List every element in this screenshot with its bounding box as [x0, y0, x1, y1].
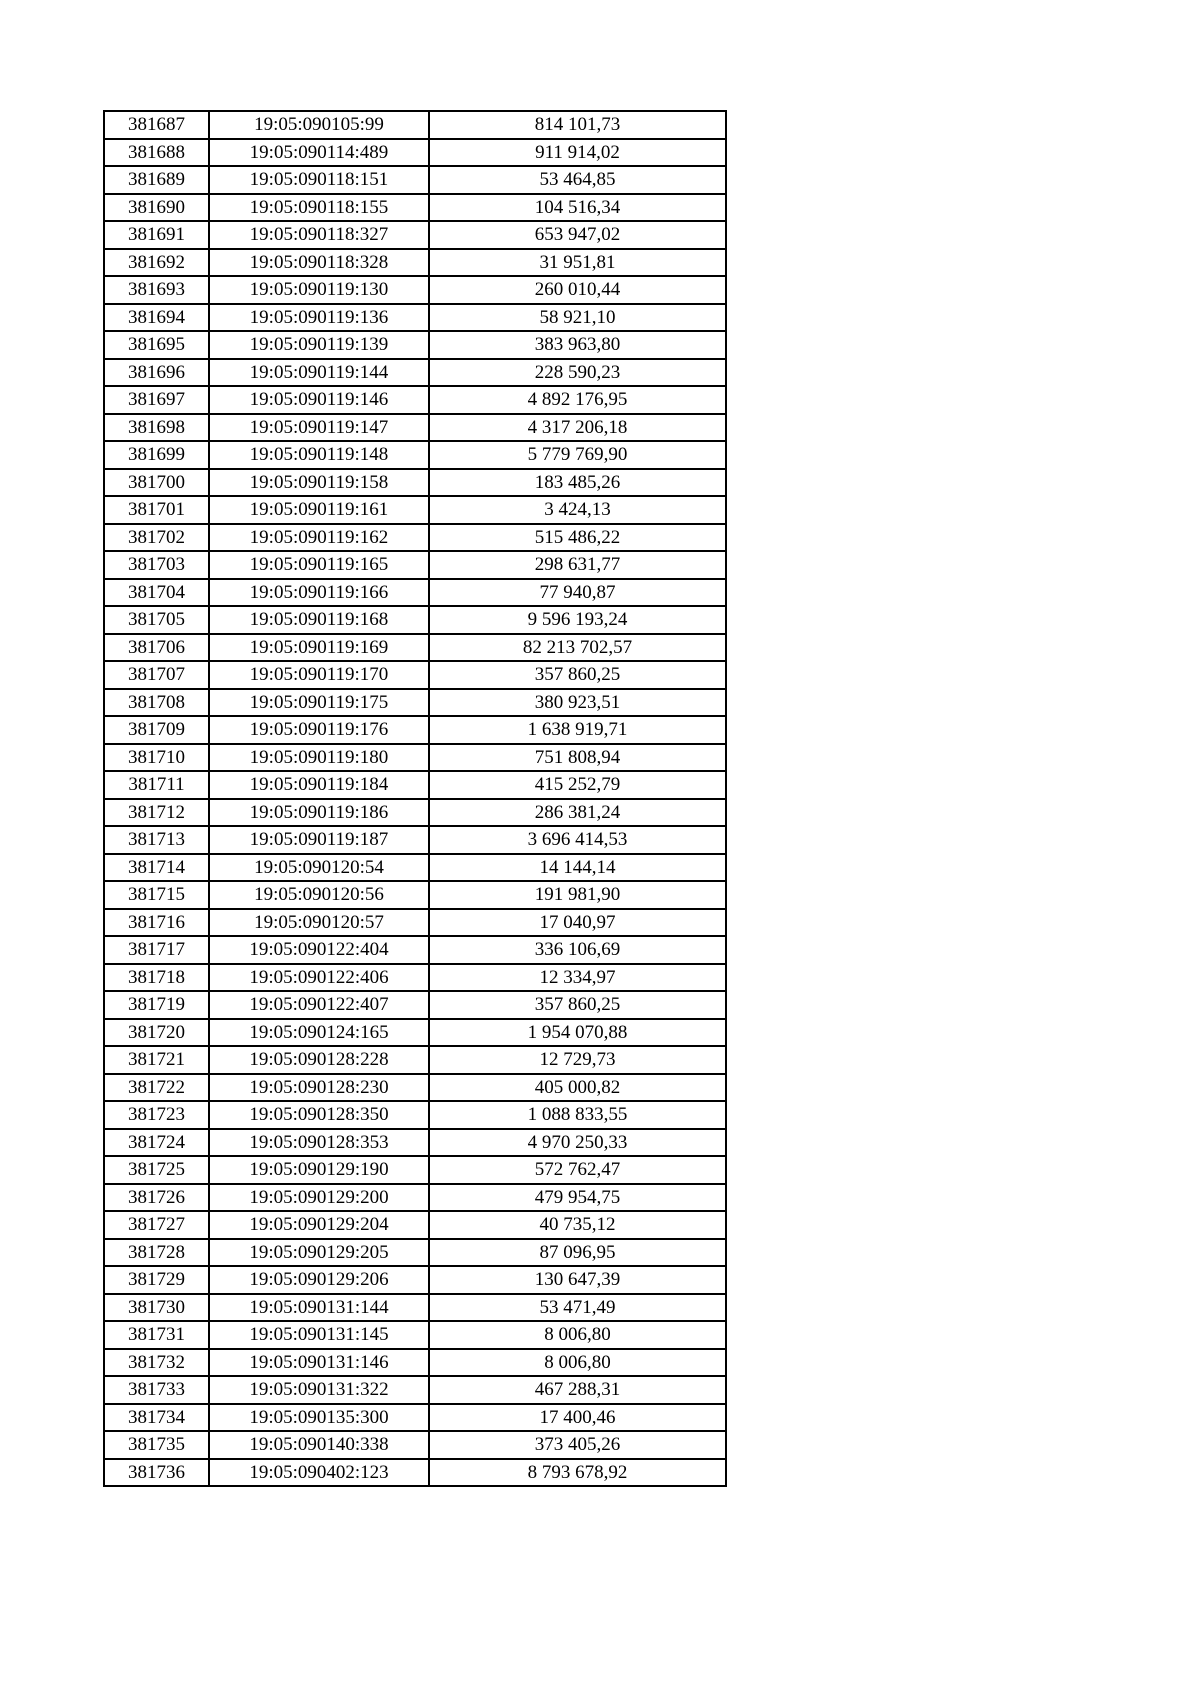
cadastral-number-cell: 19:05:090119:139: [209, 331, 429, 359]
cadastral-number-cell: 19:05:090118:151: [209, 166, 429, 194]
cadastral-value-cell: 479 954,75: [429, 1184, 726, 1212]
table-row: [104, 249, 726, 277]
cadastral-value-cell: 183 485,26: [429, 469, 726, 497]
row-number-cell: 381692: [104, 249, 209, 277]
cadastral-value-cell: 17 400,46: [429, 1404, 726, 1432]
cadastral-number-cell: 19:05:090105:99: [209, 111, 429, 139]
cadastral-number-cell: 19:05:090119:162: [209, 524, 429, 552]
row-number-cell: 381736: [104, 1459, 209, 1487]
cadastral-number-cell: 19:05:090402:123: [209, 1459, 429, 1487]
row-number-cell: 381716: [104, 909, 209, 937]
row-number-cell: 381734: [104, 1404, 209, 1432]
row-number-cell: 381721: [104, 1046, 209, 1074]
cadastral-value-cell: 53 471,49: [429, 1294, 726, 1322]
row-number-cell: 381709: [104, 716, 209, 744]
cadastral-number-cell: 19:05:090129:206: [209, 1266, 429, 1294]
row-number-cell: 381705: [104, 606, 209, 634]
cadastral-value-cell: 53 464,85: [429, 166, 726, 194]
cadastral-value-cell: 383 963,80: [429, 331, 726, 359]
cadastral-number-cell: 19:05:090129:204: [209, 1211, 429, 1239]
cadastral-value-cell: 373 405,26: [429, 1431, 726, 1459]
row-number-cell: 381724: [104, 1129, 209, 1157]
cadastral-number-cell: 19:05:090128:350: [209, 1101, 429, 1129]
cadastral-value-cell: 467 288,31: [429, 1376, 726, 1404]
table-row: [104, 331, 726, 359]
cadastral-value-cell: 1 954 070,88: [429, 1019, 726, 1047]
cadastral-value-cell: 3 424,13: [429, 496, 726, 524]
row-number-cell: 381723: [104, 1101, 209, 1129]
cadastral-value-cell: 228 590,23: [429, 359, 726, 387]
cadastral-number-cell: 19:05:090119:175: [209, 689, 429, 717]
table-row: [104, 881, 726, 909]
cadastral-value-cell: 12 334,97: [429, 964, 726, 992]
row-number-cell: 381712: [104, 799, 209, 827]
cadastral-value-cell: 1 088 833,55: [429, 1101, 726, 1129]
row-number-cell: 381730: [104, 1294, 209, 1322]
table-row: [104, 469, 726, 497]
cadastral-value-cell: 77 940,87: [429, 579, 726, 607]
cadastral-value-cell: 31 951,81: [429, 249, 726, 277]
table-row: [104, 304, 726, 332]
cadastral-number-cell: 19:05:090124:165: [209, 1019, 429, 1047]
cadastral-number-cell: 19:05:090119:180: [209, 744, 429, 772]
row-number-cell: 381729: [104, 1266, 209, 1294]
cadastral-number-cell: 19:05:090129:205: [209, 1239, 429, 1267]
cadastral-value-cell: 286 381,24: [429, 799, 726, 827]
row-number-cell: 381731: [104, 1321, 209, 1349]
row-number-cell: 381735: [104, 1431, 209, 1459]
table-row: [104, 1321, 726, 1349]
cadastral-value-cell: 357 860,25: [429, 661, 726, 689]
table-body: [104, 111, 726, 1486]
table-row: [104, 441, 726, 469]
table-row: [104, 276, 726, 304]
cadastral-number-cell: 19:05:090118:155: [209, 194, 429, 222]
cadastral-value-cell: 357 860,25: [429, 991, 726, 1019]
cadastral-value-cell: 4 892 176,95: [429, 386, 726, 414]
row-number-cell: 381707: [104, 661, 209, 689]
table-row: [104, 551, 726, 579]
row-number-cell: 381687: [104, 111, 209, 139]
cadastral-value-cell: 4 317 206,18: [429, 414, 726, 442]
row-number-cell: 381701: [104, 496, 209, 524]
row-number-cell: 381706: [104, 634, 209, 662]
row-number-cell: 381728: [104, 1239, 209, 1267]
table-row: [104, 139, 726, 167]
cadastral-number-cell: 19:05:090119:176: [209, 716, 429, 744]
table-row: [104, 744, 726, 772]
table-row: [104, 496, 726, 524]
cadastral-number-cell: 19:05:090128:230: [209, 1074, 429, 1102]
table-row: [104, 166, 726, 194]
cadastral-number-cell: 19:05:090129:190: [209, 1156, 429, 1184]
cadastral-number-cell: 19:05:090128:353: [209, 1129, 429, 1157]
cadastral-number-cell: 19:05:090120:56: [209, 881, 429, 909]
cadastral-number-cell: 19:05:090119:184: [209, 771, 429, 799]
table-row: [104, 689, 726, 717]
table-row: [104, 359, 726, 387]
cadastral-value-cell: 14 144,14: [429, 854, 726, 882]
cadastral-number-cell: 19:05:090128:228: [209, 1046, 429, 1074]
row-number-cell: 381691: [104, 221, 209, 249]
row-number-cell: 381708: [104, 689, 209, 717]
table-row: [104, 964, 726, 992]
table-row: [104, 606, 726, 634]
cadastral-number-cell: 19:05:090129:200: [209, 1184, 429, 1212]
cadastral-value-cell: 12 729,73: [429, 1046, 726, 1074]
row-number-cell: 381714: [104, 854, 209, 882]
row-number-cell: 381733: [104, 1376, 209, 1404]
cadastral-number-cell: 19:05:090131:145: [209, 1321, 429, 1349]
cadastral-number-cell: 19:05:090119:161: [209, 496, 429, 524]
cadastral-number-cell: 19:05:090118:328: [209, 249, 429, 277]
cadastral-number-cell: 19:05:090119:169: [209, 634, 429, 662]
table-row: [104, 1294, 726, 1322]
row-number-cell: 381725: [104, 1156, 209, 1184]
cadastral-number-cell: 19:05:090119:144: [209, 359, 429, 387]
cadastral-value-table: [103, 110, 727, 1487]
row-number-cell: 381695: [104, 331, 209, 359]
cadastral-number-cell: 19:05:090131:146: [209, 1349, 429, 1377]
table-row: [104, 1019, 726, 1047]
table-row: [104, 1101, 726, 1129]
cadastral-number-cell: 19:05:090114:489: [209, 139, 429, 167]
cadastral-value-cell: 814 101,73: [429, 111, 726, 139]
cadastral-value-cell: 405 000,82: [429, 1074, 726, 1102]
table-row: [104, 414, 726, 442]
cadastral-number-cell: 19:05:090119:186: [209, 799, 429, 827]
cadastral-value-cell: 336 106,69: [429, 936, 726, 964]
cadastral-number-cell: 19:05:090131:322: [209, 1376, 429, 1404]
cadastral-value-cell: 5 779 769,90: [429, 441, 726, 469]
row-number-cell: 381718: [104, 964, 209, 992]
cadastral-number-cell: 19:05:090119:147: [209, 414, 429, 442]
cadastral-value-cell: 87 096,95: [429, 1239, 726, 1267]
table-row: [104, 1266, 726, 1294]
row-number-cell: 381688: [104, 139, 209, 167]
row-number-cell: 381727: [104, 1211, 209, 1239]
cadastral-value-cell: 380 923,51: [429, 689, 726, 717]
row-number-cell: 381694: [104, 304, 209, 332]
table-row: [104, 661, 726, 689]
table-row: [104, 579, 726, 607]
row-number-cell: 381720: [104, 1019, 209, 1047]
cadastral-value-cell: 17 040,97: [429, 909, 726, 937]
table-row: [104, 1239, 726, 1267]
table-row: [104, 1211, 726, 1239]
cadastral-value-cell: 751 808,94: [429, 744, 726, 772]
table-row: [104, 1074, 726, 1102]
table-row: [104, 991, 726, 1019]
cadastral-number-cell: 19:05:090119:165: [209, 551, 429, 579]
cadastral-number-cell: 19:05:090122:407: [209, 991, 429, 1019]
cadastral-value-cell: 9 596 193,24: [429, 606, 726, 634]
cadastral-value-cell: 260 010,44: [429, 276, 726, 304]
row-number-cell: 381699: [104, 441, 209, 469]
row-number-cell: 381700: [104, 469, 209, 497]
cadastral-value-cell: 653 947,02: [429, 221, 726, 249]
table-row: [104, 1156, 726, 1184]
cadastral-number-cell: 19:05:090119:158: [209, 469, 429, 497]
cadastral-number-cell: 19:05:090119:166: [209, 579, 429, 607]
row-number-cell: 381697: [104, 386, 209, 414]
cadastral-number-cell: 19:05:090122:404: [209, 936, 429, 964]
table-row: [104, 936, 726, 964]
cadastral-number-cell: 19:05:090120:57: [209, 909, 429, 937]
row-number-cell: 381702: [104, 524, 209, 552]
cadastral-value-cell: 515 486,22: [429, 524, 726, 552]
table-row: [104, 111, 726, 139]
table-row: [104, 1376, 726, 1404]
cadastral-value-cell: 298 631,77: [429, 551, 726, 579]
table-row: [104, 799, 726, 827]
cadastral-number-cell: 19:05:090135:300: [209, 1404, 429, 1432]
table-row: [104, 1046, 726, 1074]
cadastral-value-cell: 911 914,02: [429, 139, 726, 167]
cadastral-number-cell: 19:05:090118:327: [209, 221, 429, 249]
table-row: [104, 1459, 726, 1487]
row-number-cell: 381722: [104, 1074, 209, 1102]
cadastral-value-cell: 572 762,47: [429, 1156, 726, 1184]
cadastral-number-cell: 19:05:090119:136: [209, 304, 429, 332]
table-row: [104, 1431, 726, 1459]
table-row: [104, 1129, 726, 1157]
row-number-cell: 381696: [104, 359, 209, 387]
cadastral-number-cell: 19:05:090119:148: [209, 441, 429, 469]
cadastral-value-cell: 8 006,80: [429, 1321, 726, 1349]
cadastral-value-cell: 1 638 919,71: [429, 716, 726, 744]
table-row: [104, 1404, 726, 1432]
row-number-cell: 381711: [104, 771, 209, 799]
row-number-cell: 381710: [104, 744, 209, 772]
table-row: [104, 771, 726, 799]
cadastral-number-cell: 19:05:090119:130: [209, 276, 429, 304]
cadastral-number-cell: 19:05:090119:168: [209, 606, 429, 634]
row-number-cell: 381703: [104, 551, 209, 579]
cadastral-value-cell: 191 981,90: [429, 881, 726, 909]
cadastral-number-cell: 19:05:090119:170: [209, 661, 429, 689]
row-number-cell: 381719: [104, 991, 209, 1019]
row-number-cell: 381693: [104, 276, 209, 304]
cadastral-value-cell: 4 970 250,33: [429, 1129, 726, 1157]
row-number-cell: 381713: [104, 826, 209, 854]
table-row: [104, 1184, 726, 1212]
table-row: [104, 634, 726, 662]
cadastral-value-cell: 58 921,10: [429, 304, 726, 332]
row-number-cell: 381690: [104, 194, 209, 222]
cadastral-value-cell: 130 647,39: [429, 1266, 726, 1294]
cadastral-value-cell: 40 735,12: [429, 1211, 726, 1239]
cadastral-number-cell: 19:05:090120:54: [209, 854, 429, 882]
cadastral-value-cell: 3 696 414,53: [429, 826, 726, 854]
row-number-cell: 381715: [104, 881, 209, 909]
table-row: [104, 221, 726, 249]
cadastral-value-cell: 82 213 702,57: [429, 634, 726, 662]
table-row: [104, 194, 726, 222]
row-number-cell: 381704: [104, 579, 209, 607]
cadastral-value-cell: 8 006,80: [429, 1349, 726, 1377]
table-row: [104, 854, 726, 882]
cadastral-number-cell: 19:05:090119:187: [209, 826, 429, 854]
row-number-cell: 381698: [104, 414, 209, 442]
cadastral-number-cell: 19:05:090131:144: [209, 1294, 429, 1322]
cadastral-number-cell: 19:05:090119:146: [209, 386, 429, 414]
row-number-cell: 381732: [104, 1349, 209, 1377]
row-number-cell: 381726: [104, 1184, 209, 1212]
row-number-cell: 381689: [104, 166, 209, 194]
cadastral-value-cell: 415 252,79: [429, 771, 726, 799]
row-number-cell: 381717: [104, 936, 209, 964]
table-row: [104, 909, 726, 937]
table-row: [104, 386, 726, 414]
table-row: [104, 524, 726, 552]
cadastral-number-cell: 19:05:090122:406: [209, 964, 429, 992]
cadastral-value-cell: 104 516,34: [429, 194, 726, 222]
cadastral-value-cell: 8 793 678,92: [429, 1459, 726, 1487]
table-row: [104, 716, 726, 744]
table-row: [104, 826, 726, 854]
table-row: [104, 1349, 726, 1377]
cadastral-number-cell: 19:05:090140:338: [209, 1431, 429, 1459]
